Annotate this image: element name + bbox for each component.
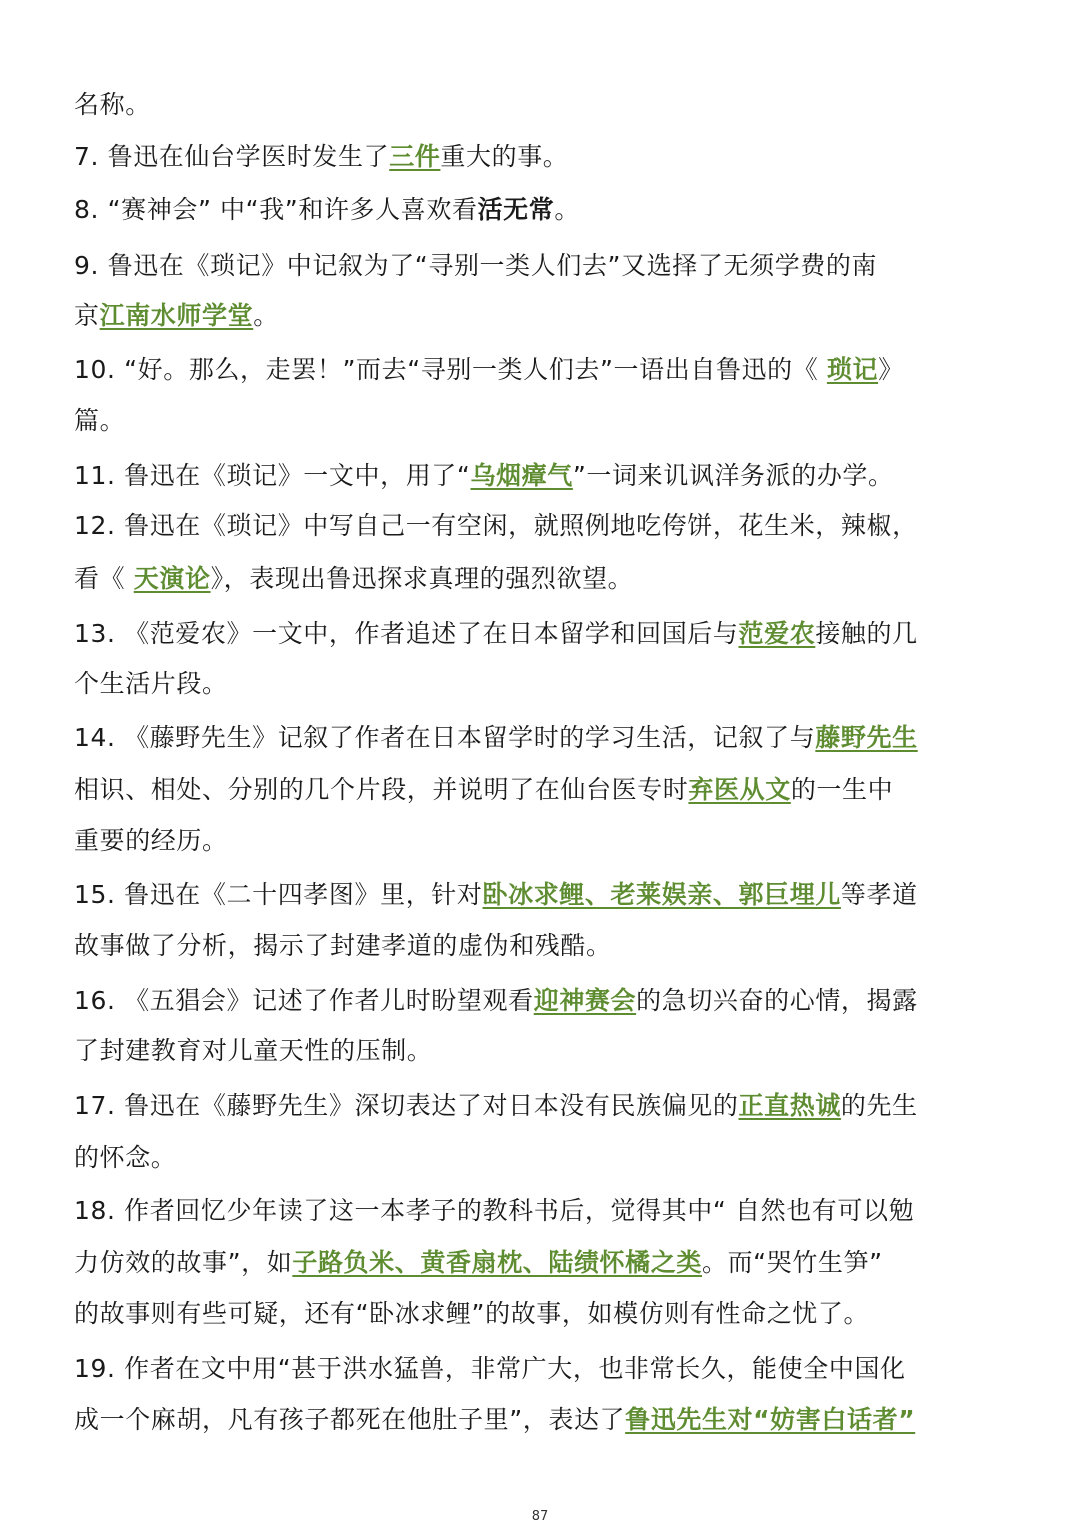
text-line [74,773,893,807]
text-segment: 19. 作者在文中用“甚于洪水猛兽，非常广大，也非常长久，能使全中国化 [74,1354,906,1383]
text-segment: 7. 鲁迅在仙台学医时发生了 [74,142,390,171]
text-segment: 13. 《范爱农》一文中，作者追述了在日本留学和回国后与 [74,619,739,648]
text-segment: 。 [253,301,279,330]
bold-answer: 活无常 [477,195,555,224]
text-segment: 故事做了分析，揭示了封建孝道的虚伪和残酷。 [74,931,612,960]
text-segment: 个生活片段。 [74,669,228,698]
text-segment: 的怀念。 [74,1143,177,1172]
answer-highlight: 范爱农 [738,619,816,648]
text-line [74,1141,176,1175]
text-line [74,721,918,755]
text-line [74,249,877,283]
answer-highlight: 藤野先生 [815,723,918,752]
text-segment: 成一个麻胡，凡有孩子都死在他肚子里”，表达了 [74,1405,626,1434]
text-line [74,509,918,543]
text-segment: 相识、相处、分别的几个片段，并说明了在仙台医专时 [74,775,689,804]
text-segment: 接触的几 [815,619,918,648]
answer-highlight: 正直热诚 [738,1091,841,1120]
text-segment: 16. 《五猖会》记述了作者儿时盼望观看 [74,986,534,1015]
text-segment: 8. “赛神会” 中“我”和许多人喜欢看 [74,195,478,224]
text-segment: 15. 鲁迅在《二十四孝图》里，针对 [74,880,483,909]
text-segment: 篇。 [74,406,126,435]
text-segment: 》，表现出鲁迅探求真理的强烈欲望。 [210,564,634,593]
answer-highlight: 迎神赛会 [533,986,637,1015]
text-line [74,1352,906,1386]
answer-highlight: 鲁迅先生对“妨害白话者” [625,1405,916,1434]
text-segment: 名称。 [74,90,151,119]
text-segment: 》 [878,355,904,384]
text-line [74,88,151,122]
text-line [74,1194,914,1228]
text-line [74,1403,915,1437]
text-line [74,1089,918,1123]
answer-highlight: 三件 [389,142,441,171]
text-line [74,562,633,596]
text-line [74,824,228,858]
answer-highlight: 子路负米、黄香扇枕、陆绩怀橘之类 [292,1248,702,1277]
text-line [74,1246,883,1280]
text-segment: 重要的经历。 [74,826,228,855]
text-segment: 的一生中 [790,775,894,804]
text-segment: 。 [554,195,580,224]
answer-highlight: 琐记 [826,355,879,384]
text-segment: 力仿效的故事”，如 [74,1248,293,1277]
text-segment: 的急切兴奋的心情，揭露 [636,986,918,1015]
text-segment: 等孝道 [840,880,918,909]
text-line [74,1034,432,1068]
text-segment: 14. 《藤野先生》记叙了作者在日本留学时的学习生活，记叙了与 [74,723,816,752]
text-segment: 11. 鲁迅在《琐记》一文中，用了“ [74,461,471,490]
text-line [74,140,568,174]
answer-highlight: 卧冰求鲤、老莱娱亲、郭巨埋儿 [482,880,841,909]
text-segment: 。而“哭竹生笋” [701,1248,883,1277]
text-line [74,1297,869,1331]
text-segment: 看《 [74,564,134,593]
text-line [74,984,918,1018]
text-line [74,193,580,227]
text-line [74,878,918,912]
text-segment: 的故事则有些可疑，还有“卧冰求鲤”的故事，如模仿则有性命之忧了。 [74,1299,870,1328]
text-line [74,299,279,333]
text-line [74,667,228,701]
text-segment: ”一词来讥讽洋务派的办学。 [572,461,894,490]
text-segment: 重大的事。 [440,142,569,171]
text-segment: 的先生 [840,1091,918,1120]
text-segment: 京 [74,301,100,330]
text-line [74,353,904,387]
answer-highlight: 弃医从文 [688,775,791,804]
text-line [74,617,918,651]
text-segment: 了封建教育对儿童天性的压制。 [74,1036,433,1065]
text-line [74,404,125,438]
page-number: 87 [531,1509,549,1524]
answer-highlight: 天演论 [133,564,211,593]
text-segment: 10. “好。那么，走罢！”而去“寻别一类人们去”一语出自鲁迅的《 [74,355,827,384]
text-segment: 12. 鲁迅在《琐记》中写自己一有空闲，就照例地吃侉饼，花生米，辣椒， [74,511,918,540]
text-line [74,929,612,963]
text-segment: 18. 作者回忆少年读了这一本孝子的教科书后，觉得其中“ 自然也有可以勉 [74,1196,915,1225]
text-segment: 17. 鲁迅在《藤野先生》深切表达了对日本没有民族偏见的 [74,1091,739,1120]
answer-highlight: 江南水师学堂 [99,301,254,330]
text-line [74,459,894,493]
text-segment: 9. 鲁迅在《琐记》中记叙为了“寻别一类人们去”又选择了无须学费的南 [74,251,878,280]
answer-highlight: 乌烟瘴气 [470,461,573,490]
